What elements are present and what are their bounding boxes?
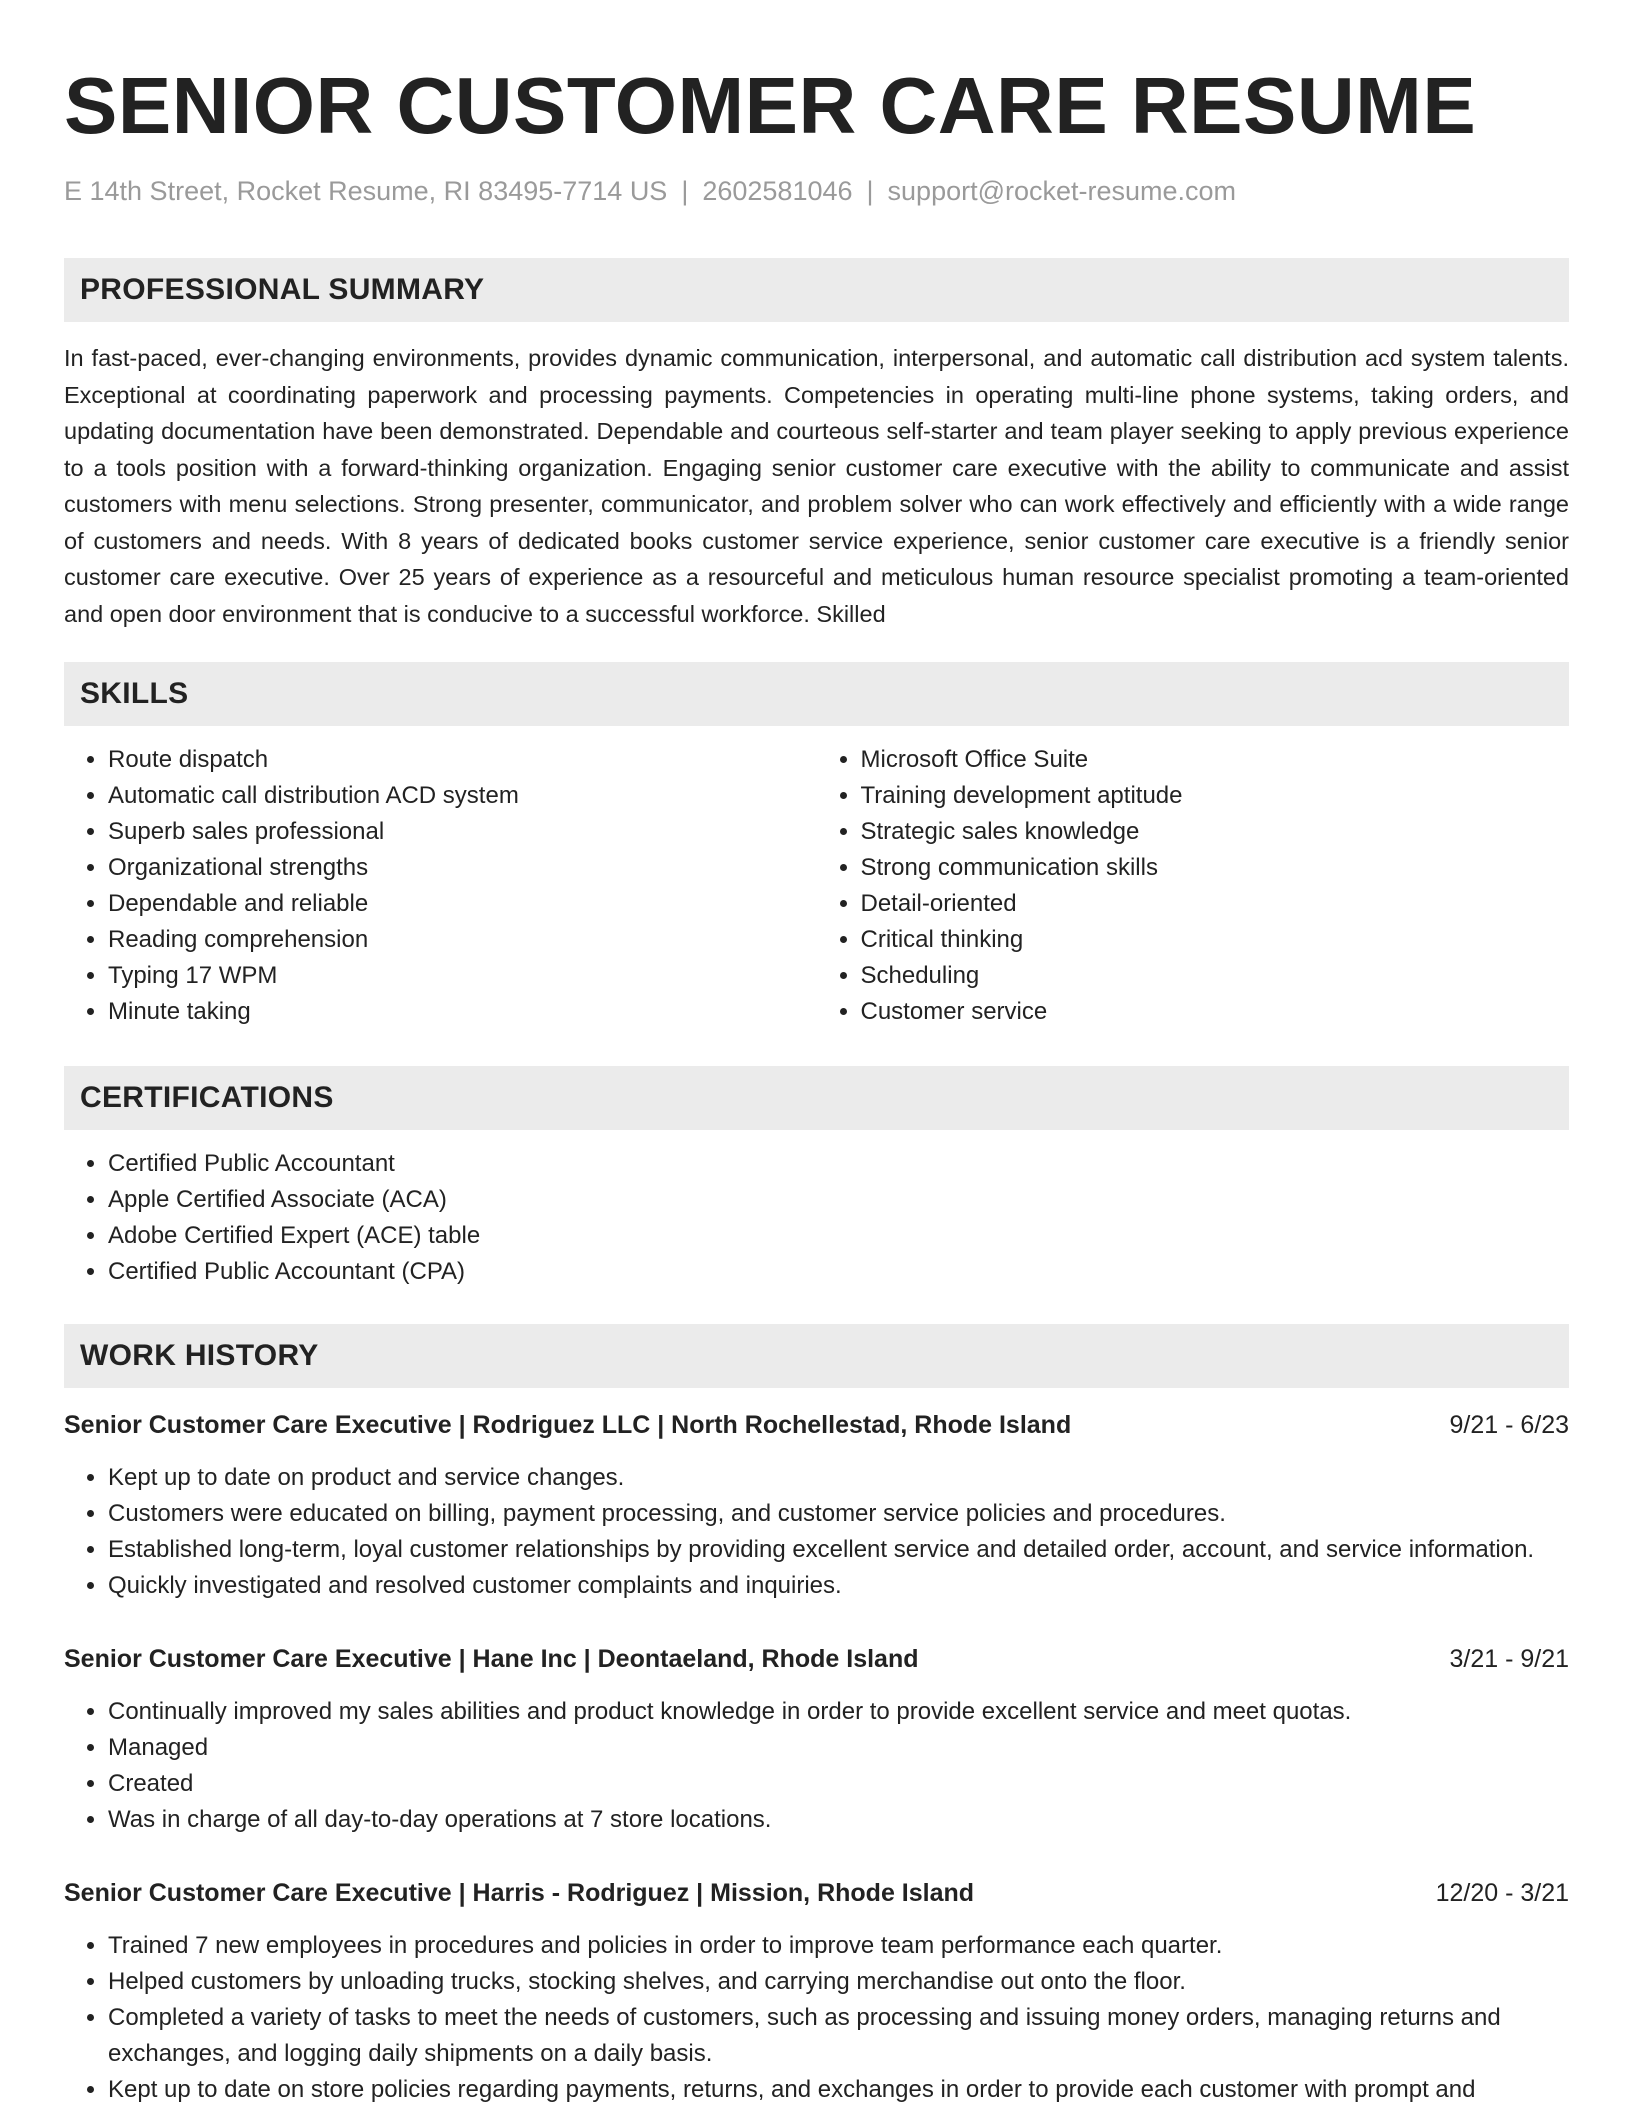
summary-text: In fast-paced, ever-changing environments, provides dynamic communication, interpersonal, and automatic call distribution acd system talents. Exceptional at coordinating paperwork and processing payments. Competencies in operating multi-line phone systems, taking orders, and updating documentation have been demonstrated. Dependable and courteous self-starter and team player seeking to apply previous experience to a tools position with a forward-thinking organization. Engaging senior customer care executive with the ability to communicate and assist customers with menu selections. Strong presenter, communicator, and problem solver who can work effectively and efficiently with a wide range of customers and needs. With 8 years of dedicated books customer service experience, senior customer care executive is a friendly senior customer care executive. Over 25 years of experience as a resourceful and meticulous human resource specialist promoting a team-oriented and open door environment that is conducive to a successful workforce. Skilled: [64, 345, 1569, 627]
job-bullet: • Trained 7 new employees in procedures and policies in order to improve team performance each quarter.: [108, 1928, 1569, 1964]
job-bullet: • Managed: [108, 1730, 1569, 1766]
skills-list-left: [64, 742, 817, 1030]
job-bullet: • Continually improved my sales abilities and product knowledge in order to provide excellent service and meet quotas.: [108, 1694, 1569, 1730]
job-bullet: • Quickly investigated and resolved customer complaints and inquiries.: [108, 1568, 1569, 1604]
certification-item: • Apple Certified Associate (ACA): [108, 1182, 1569, 1218]
certification-item: • Adobe Certified Expert (ACE) table: [108, 1218, 1569, 1254]
skill-item: • Strong communication skills: [861, 850, 1570, 886]
skill-item: • Critical thinking: [861, 922, 1570, 958]
section-heading-work-history: WORK HISTORY: [64, 1324, 1569, 1388]
job-dates: 12/20 - 3/21: [1435, 1879, 1569, 1907]
skill-item: • Typing 17 WPM: [108, 958, 817, 994]
job-bullet: • Kept up to date on store policies regarding payments, returns, and exchanges in order to provide each customer with prompt and: [108, 2072, 1569, 2108]
skill-item: • Dependable and reliable: [108, 886, 817, 922]
resume-title: SENIOR CUSTOMER CARE RESUME: [64, 61, 1477, 150]
skill-item: • Superb sales professional: [108, 814, 817, 850]
certification-item: • Certified Public Accountant (CPA): [108, 1254, 1569, 1290]
contact-phone: 2602581046: [702, 176, 853, 206]
certifications-list: [64, 1146, 1569, 1290]
job-header: [64, 1876, 1569, 1910]
skills-list-right: [817, 742, 1570, 1030]
skill-item: • Automatic call distribution ACD system: [108, 778, 817, 814]
skill-item: • Strategic sales knowledge: [861, 814, 1570, 850]
contact-email[interactable]: support@rocket-resume.com: [887, 176, 1237, 206]
job-bullet: • Completed a variety of tasks to meet the needs of customers, such as processing and issuing money orders, managing returns and exchanges, and logging daily shipments on a daily basis.: [108, 2000, 1569, 2072]
job-bullet-list: [64, 1928, 1569, 2108]
job-dates: 3/21 - 9/21: [1449, 1645, 1569, 1673]
skill-item: • Minute taking: [108, 994, 817, 1030]
job-title: Senior Customer Care Executive | Hane Inc | Deontaeland, Rhode Island: [64, 1645, 919, 1673]
contact-separator: |: [866, 176, 874, 206]
skill-item: • Detail-oriented: [861, 886, 1570, 922]
skill-item: • Microsoft Office Suite: [861, 742, 1570, 778]
job-title: Senior Customer Care Executive | Harris - Rodriguez | Mission, Rhode Island: [64, 1879, 975, 1907]
job-header: [64, 1642, 1569, 1676]
skill-item: • Route dispatch: [108, 742, 817, 778]
skill-item: • Customer service: [861, 994, 1570, 1030]
job-bullet: • Helped customers by unloading trucks, stocking shelves, and carrying merchandise out onto the floor.: [108, 1964, 1569, 2000]
job-bullet: • Was in charge of all day-to-day operations at 7 store locations.: [108, 1802, 1569, 1838]
section-heading-certifications: CERTIFICATIONS: [64, 1066, 1569, 1130]
section-heading-summary: PROFESSIONAL SUMMARY: [64, 258, 1569, 322]
certification-item: • Certified Public Accountant: [108, 1146, 1569, 1182]
contact-address: E 14th Street, Rocket Resume, RI 83495-7714 US: [64, 176, 668, 206]
job-bullet: • Created: [108, 1766, 1569, 1802]
contact-line: [64, 174, 1569, 208]
section-heading-skills: SKILLS: [64, 662, 1569, 726]
skill-item: • Reading comprehension: [108, 922, 817, 958]
job-bullet: • Kept up to date on product and service changes.: [108, 1460, 1569, 1496]
job-bullet-list: [64, 1460, 1569, 1604]
resume-page: [64, 0, 1569, 2108]
job-header: [64, 1408, 1569, 1442]
job-dates: 9/21 - 6/23: [1449, 1411, 1569, 1439]
skills-columns: [64, 742, 1569, 1030]
job-bullet: • Customers were educated on billing, payment processing, and customer service policies and procedures.: [108, 1496, 1569, 1532]
job-bullet-list: [64, 1694, 1569, 1838]
job-bullet: • Established long-term, loyal customer relationships by providing excellent service and detailed order, account, and service information.: [108, 1532, 1569, 1568]
job-title: Senior Customer Care Executive | Rodriguez LLC | North Rochellestad, Rhode Island: [64, 1411, 1072, 1439]
skill-item: • Organizational strengths: [108, 850, 817, 886]
contact-separator: |: [681, 176, 689, 206]
skill-item: • Scheduling: [861, 958, 1570, 994]
skill-item: • Training development aptitude: [861, 778, 1570, 814]
